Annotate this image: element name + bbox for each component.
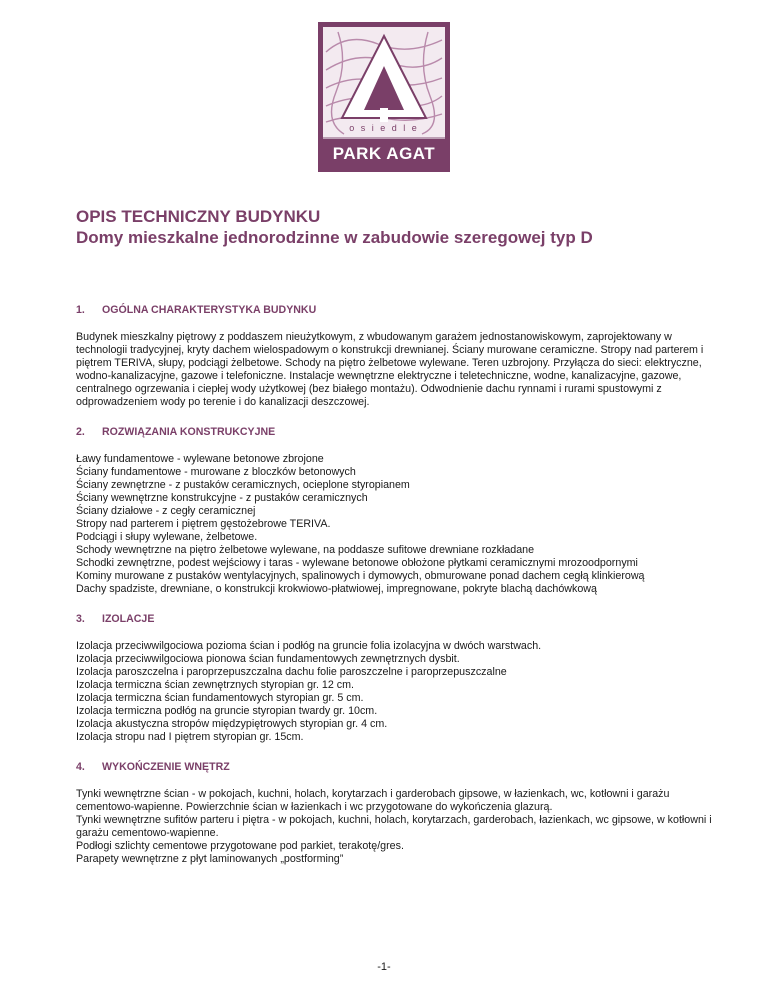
list-item: Izolacja termiczna ścian zewnętrznych styropian gr. 12 cm. <box>76 679 354 691</box>
document-body <box>76 304 716 883</box>
section-paragraph: Tynki wewnętrzne ścian - w pokojach, kuchni, holach, korytarzach i garderobach gipsowe, w łazienkach, wc, kotłowni i garażu cementowo-wapienne. Powierzchnie ścian w łazienkach i wc przygotowane do wykończenia glazurą. <box>76 788 670 813</box>
list-item: Ściany wewnętrzne konstrukcyjne - z pustaków ceramicznych <box>76 492 368 504</box>
list-item: Ściany działowe - z cegły ceramicznej <box>76 505 256 517</box>
section-title: IZOLACJE <box>102 613 155 625</box>
section-construction <box>76 426 716 596</box>
list-item: Schody wewnętrzne na piętro żelbetowe wylewane, na poddasze sufitowe drewniane rozkładane <box>76 544 535 556</box>
section-number: 2. <box>76 426 85 438</box>
section-number: 1. <box>76 304 85 316</box>
section-general <box>76 304 716 409</box>
list-item: Izolacja termiczna podłóg na gruncie styropian twardy gr. 10cm. <box>76 705 378 717</box>
section-number: 4. <box>76 761 85 773</box>
section-heading <box>76 304 716 317</box>
section-title: WYKOŃCZENIE WNĘTRZ <box>102 761 230 773</box>
section-interior-finishing <box>76 761 716 866</box>
construction-list <box>76 453 716 596</box>
section-heading <box>76 761 716 774</box>
list-item: Izolacja termiczna ścian fundamentowych styropian gr. 5 cm. <box>76 692 364 704</box>
list-item: Izolacja stropu nad I piętrem styropian gr. 15cm. <box>76 731 304 743</box>
section-paragraph: Podłogi szlichty cementowe przygotowane pod parkiet, terakotę/gres. <box>76 840 404 852</box>
list-item: Kominy murowane z pustaków wentylacyjnych, spalinowych i dymowych, obmurowane ponad dachem cegłą klinkierową <box>76 570 645 582</box>
list-item: Izolacja paroszczelna i paroprzepuszczalna dachu folie paroszczelne i paroprzepuszczalne <box>76 666 507 678</box>
title-block <box>76 206 716 248</box>
section-number: 3. <box>76 613 85 625</box>
park-agat-logo <box>318 22 450 172</box>
list-item: Stropy nad parterem i piętrem gęstożebrowe TERIVA. <box>76 518 331 530</box>
list-item: Dachy spadziste, drewniane, o konstrukcji krokwiowo-płatwiowej, impregnowane, pokryte blachą dachówkową <box>76 583 597 595</box>
list-item: Ściany zewnętrzne - z pustaków ceramicznych, ocieplone styropianem <box>76 479 410 491</box>
list-item: Izolacja przeciwwilgociowa pozioma ścian i podłóg na gruncie folia izolacyjna w dwóch warstwach. <box>76 640 542 652</box>
section-insulation <box>76 613 716 744</box>
list-item: Podciągi i słupy wylewane, żelbetowe. <box>76 531 258 543</box>
logo-small-text: o s i e d l e <box>349 123 419 133</box>
document-subtitle: Domy mieszkalne jednorodzinne w zabudowie szeregowej typ D <box>76 228 593 247</box>
list-item: Schodki zewnętrzne, podest wejściowy i taras - wylewane betonowe obłożone płytkami ceramicznymi mrozoodpornymi <box>76 557 638 569</box>
section-heading <box>76 613 716 626</box>
section-heading <box>76 426 716 439</box>
section-paragraph: Budynek mieszkalny piętrowy z poddaszem nieużytkowym, z wbudowanym garażem jednostanowiskowym, zaprojektowany w technologii tradycyjnej, kryty dachem wielospadowym o konstrukcji drewnianej. Ściany murowane ceramiczne. Stropy nad parterem i piętrem TERIVA, słupy, podciągi żelbetowe. Schody na piętro żelbetowe wylewane. Teren uzbrojony. Przyłącza do sieci: elektryczne, wodno-kanalizacyjne, gazowe i telefoniczne. Instalacje wewnętrzne elektryczne i teletechniczne, wodne, kanalizacyjne, gazowe, centralnego ogrzewania i ciepłej wody użytkowej (bez białego montażu). Odwodnienie dachu rynnami i rurami spustowymi z odprowadzeniem wody po terenie i do kanalizacji deszczowej. <box>76 331 704 408</box>
insulation-list <box>76 640 716 744</box>
section-title: OGÓLNA CHARAKTERYSTYKA BUDYNKU <box>102 304 317 316</box>
section-paragraph: Parapety wewnętrzne z płyt laminowanych „postforming” <box>76 853 344 865</box>
list-item: Izolacja przeciwwilgociowa pionowa ścian fundamentowych zewnętrznych dysbit. <box>76 653 460 665</box>
section-paragraph: Tynki wewnętrzne sufitów parteru i piętra - w pokojach, kuchni, holach, korytarzach, garderobach, łazienkach, wc gipsowe, w kotłowni i garażu cementowo-wapienne. <box>76 814 712 839</box>
document-title: OPIS TECHNICZNY BUDYNKU <box>76 207 321 226</box>
list-item: Izolacja akustyczna stropów międzypiętrowych styropian gr. 4 cm. <box>76 718 388 730</box>
list-item: Ściany fundamentowe - murowane z bloczków betonowych <box>76 466 356 478</box>
page-number: -1- <box>377 961 391 973</box>
section-title: ROZWIĄZANIA KONSTRUKCYJNE <box>102 426 276 438</box>
logo-name: PARK AGAT <box>332 144 436 163</box>
list-item: Ławy fundamentowe - wylewane betonowe zbrojone <box>76 453 324 465</box>
